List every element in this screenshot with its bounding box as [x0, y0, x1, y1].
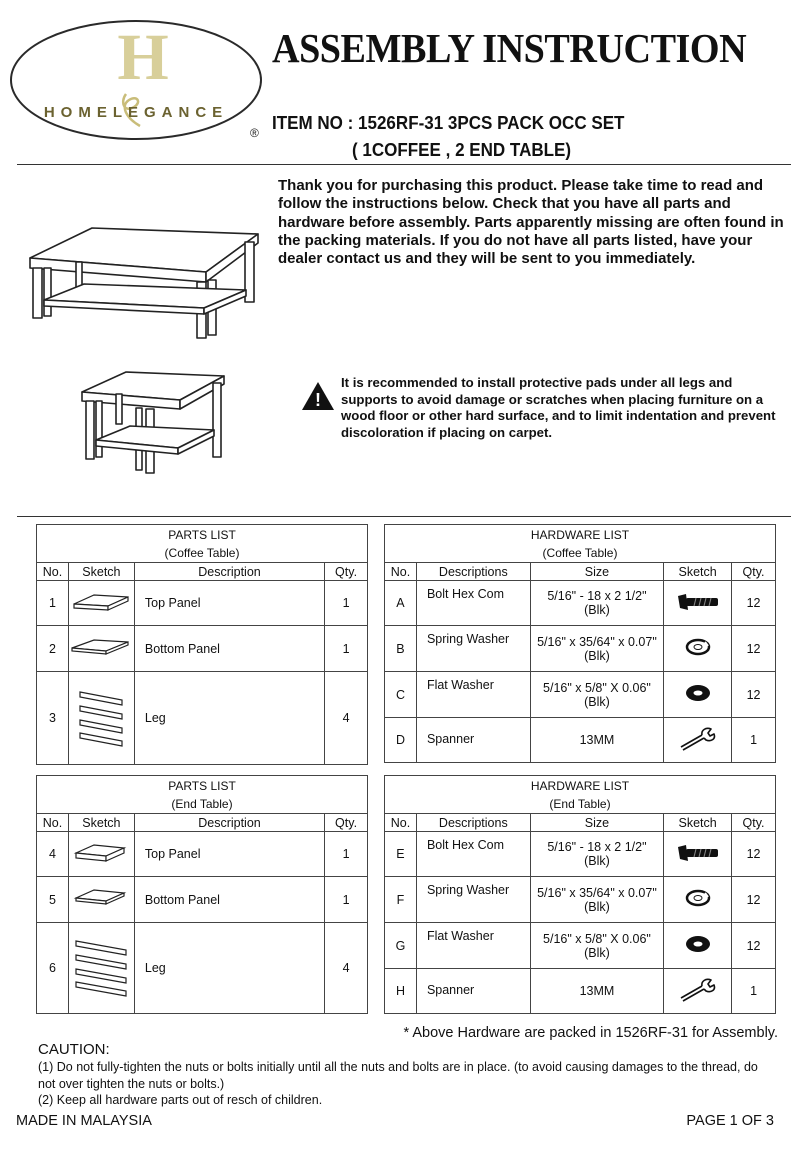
item-subtitle: ( 1COFFEE , 2 END TABLE): [352, 139, 572, 160]
hardware-letter: F: [385, 877, 417, 923]
legs-sketch: [74, 686, 128, 748]
table-row: [385, 672, 776, 718]
hardware-qty: 12: [732, 672, 776, 718]
hardware-finish: (Blk): [584, 854, 610, 868]
column-header-qty: Qty.: [325, 814, 368, 832]
end-table-illustration: [78, 364, 228, 476]
hardware-list-title: HARDWARE LIST: [530, 778, 630, 793]
page-number: PAGE 1 OF 3: [686, 1113, 774, 1129]
column-header-no: No.: [37, 563, 69, 581]
hardware-list-title: HARDWARE LIST: [530, 527, 630, 542]
hardware-list-subtitle: (Coffee Table): [542, 545, 618, 560]
header-divider: [17, 164, 791, 165]
part-description: Leg: [134, 672, 324, 765]
hardware-qty: 1: [732, 969, 776, 1014]
svg-text:!: !: [315, 390, 321, 410]
hardware-finish: (Blk): [584, 648, 610, 663]
part-description: Bottom Panel: [134, 877, 324, 923]
parts-list-subtitle: (Coffee Table): [164, 545, 240, 560]
warning-text: It is recommended to install protective pads under all legs and supports to avoid damage or scratches when placing furniture on a wood floor or other hard surface, and to limit indentation and prevent discoloration if placing on carpet.: [341, 375, 776, 440]
spring-washer-icon: [683, 888, 713, 908]
top-panel-sketch: [70, 841, 132, 865]
hardware-finish: (Blk): [584, 899, 610, 914]
homelegance-logo: [8, 14, 270, 144]
spanner-icon: [678, 727, 718, 751]
table-row: [37, 672, 368, 765]
hardware-letter: E: [385, 832, 417, 877]
column-header-sketch: Sketch: [664, 563, 732, 581]
hardware-description: Bolt Hex Com: [416, 581, 530, 626]
hardware-qty: 1: [732, 718, 776, 763]
part-qty: 1: [325, 832, 368, 877]
parts-list-title: PARTS LIST: [168, 527, 236, 542]
hardware-size: 13MM: [530, 969, 663, 1014]
column-header-sketch: Sketch: [68, 814, 134, 832]
registered-mark: ®: [250, 126, 259, 140]
table-row: [385, 969, 776, 1014]
part-number: 6: [37, 923, 69, 1014]
page-title: ASSEMBLY INSTRUCTION: [272, 25, 747, 71]
hardware-finish: (Blk): [584, 694, 610, 709]
hardware-letter: G: [385, 923, 417, 969]
hardware-description: Flat Washer: [416, 672, 530, 718]
bottom-panel-sketch: [70, 636, 132, 658]
made-in-label: MADE IN MALAYSIA: [16, 1113, 152, 1129]
table-row: [37, 923, 368, 1014]
hardware-finish: (Blk): [584, 945, 610, 960]
parts-list-coffee: [36, 524, 368, 765]
column-header-no: No.: [385, 814, 417, 832]
hardware-size: 5/16" x 5/8" X 0.06": [543, 931, 651, 946]
hardware-qty: 12: [732, 581, 776, 626]
parts-list-subtitle: (End Table): [171, 796, 233, 811]
part-number: 1: [37, 581, 69, 626]
caution-title: CAUTION:: [38, 1041, 110, 1058]
logo-monogram: H: [117, 21, 169, 94]
warning-icon: [300, 380, 336, 412]
part-qty: 1: [325, 581, 368, 626]
column-header-qty: Qty.: [325, 563, 368, 581]
table-row: [37, 581, 368, 626]
table-row: [37, 877, 368, 923]
part-qty: 4: [325, 923, 368, 1014]
flat-washer-icon: [683, 682, 713, 704]
column-header-description: Description: [134, 563, 324, 581]
parts-list-end: [36, 775, 368, 1014]
column-header-descriptions: Descriptions: [416, 563, 530, 581]
spring-washer-icon: [683, 637, 713, 657]
column-header-qty: Qty.: [732, 814, 776, 832]
part-number: 3: [37, 672, 69, 765]
hardware-finish: (Blk): [584, 603, 610, 617]
top-panel-sketch: [70, 591, 132, 613]
part-description: Top Panel: [134, 581, 324, 626]
column-header-sketch: Sketch: [664, 814, 732, 832]
column-header-sketch: Sketch: [68, 563, 134, 581]
part-number: 2: [37, 626, 69, 672]
hardware-letter: B: [385, 626, 417, 672]
hardware-list-coffee: [384, 524, 776, 763]
hardware-qty: 12: [732, 832, 776, 877]
part-description: Top Panel: [134, 832, 324, 877]
hardware-list-end: [384, 775, 776, 1014]
item-number: ITEM NO : 1526RF-31 3PCS PACK OCC SET: [272, 112, 625, 133]
part-qty: 4: [325, 672, 368, 765]
column-header-no: No.: [385, 563, 417, 581]
section-divider: [17, 516, 791, 517]
column-header-description: Description: [134, 814, 324, 832]
part-qty: 1: [325, 626, 368, 672]
hardware-qty: 12: [732, 877, 776, 923]
hardware-letter: H: [385, 969, 417, 1014]
table-row: [385, 718, 776, 763]
column-header-size: Size: [530, 814, 663, 832]
logo-text: HOMELEGANCE: [43, 104, 229, 121]
table-row: [37, 626, 368, 672]
caution-body: [38, 1059, 778, 1109]
hardware-letter: D: [385, 718, 417, 763]
hardware-description: Spring Washer: [416, 626, 530, 672]
caution-item-1: (1) Do not fully-tighten the nuts or bolts initially until all the nuts and bolts are in place. (to avoid causing damages to the thread, do not over tighten the nuts or bolts.): [38, 1060, 758, 1091]
column-header-qty: Qty.: [732, 563, 776, 581]
intro-text: Thank you for purchasing this product. Please take time to read and follow the instructions below. Check that you have all parts and hardware before assembly. Parts apparently missing are often found in the packing materials. If you do not have all parts listed, have your dealer contact us and they will be sent to you immediately.: [278, 177, 784, 268]
hardware-letter: A: [385, 581, 417, 626]
hardware-size: 5/16" - 18 x 2 1/2": [547, 840, 647, 854]
bolt-icon: [674, 843, 722, 863]
hardware-qty: 12: [732, 626, 776, 672]
hardware-description: Spring Washer: [416, 877, 530, 923]
part-number: 4: [37, 832, 69, 877]
table-row: [385, 923, 776, 969]
hardware-qty: 12: [732, 923, 776, 969]
hardware-description: Spanner: [416, 969, 530, 1014]
bottom-panel-sketch: [70, 886, 132, 910]
hardware-description: Bolt Hex Com: [416, 832, 530, 877]
parts-list-title: PARTS LIST: [168, 778, 236, 793]
column-header-no: No.: [37, 814, 69, 832]
hardware-note: * Above Hardware are packed in 1526RF-31 for Assembly.: [403, 1025, 778, 1041]
hardware-size: 5/16" x 35/64" x 0.07": [537, 634, 657, 649]
column-header-descriptions: Descriptions: [416, 814, 530, 832]
coffee-table-illustration: [24, 212, 264, 342]
table-row: [385, 832, 776, 877]
part-description: Bottom Panel: [134, 626, 324, 672]
table-row: [385, 626, 776, 672]
hardware-letter: C: [385, 672, 417, 718]
hardware-description: Spanner: [416, 718, 530, 763]
part-number: 5: [37, 877, 69, 923]
hardware-size: 13MM: [530, 718, 663, 763]
column-header-size: Size: [530, 563, 663, 581]
table-row: [385, 581, 776, 626]
legs-sketch: [72, 937, 130, 997]
table-row: [37, 832, 368, 877]
table-row: [385, 877, 776, 923]
hardware-size: 5/16" x 5/8" X 0.06": [543, 680, 651, 695]
hardware-list-subtitle: (End Table): [549, 796, 611, 811]
flat-washer-icon: [683, 933, 713, 955]
bolt-icon: [674, 592, 722, 612]
hardware-description: Flat Washer: [416, 923, 530, 969]
caution-item-2: (2) Keep all hardware parts out of resch of children.: [38, 1093, 323, 1108]
hardware-size: 5/16" x 35/64" x 0.07": [537, 885, 657, 900]
part-qty: 1: [325, 877, 368, 923]
part-description: Leg: [134, 923, 324, 1014]
spanner-icon: [678, 978, 718, 1002]
hardware-size: 5/16" - 18 x 2 1/2": [547, 589, 647, 603]
